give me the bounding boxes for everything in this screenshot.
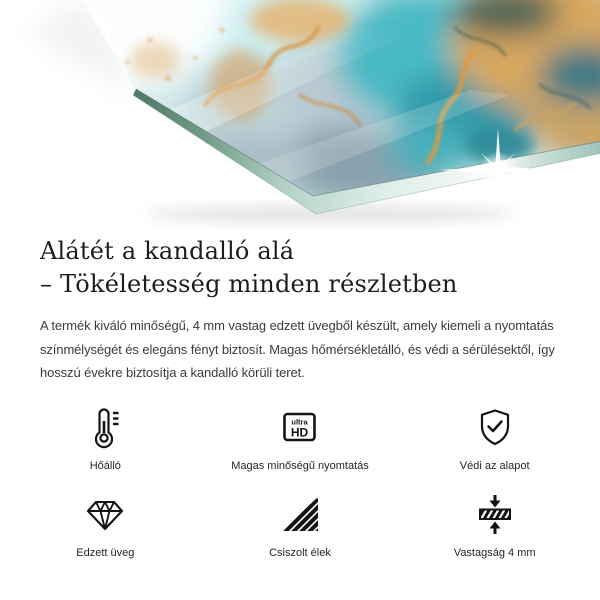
product-description [40,314,560,385]
page-title [40,235,560,301]
description-line: A termék kiváló minőségű, 4 mm vastag edzett üvegből készült, amely kiemeli a nyomtatás [40,318,554,333]
feature-print-quality [203,406,398,472]
page-title-line1: Alátét a kandalló alá [40,237,295,265]
page-title-line2: – Tökéletesség minden részletben [40,270,458,298]
feature-label: Edzett üveg [76,546,135,559]
svg-text:ultra: ultra [291,417,308,426]
diamond-icon [83,493,127,537]
svg-text:HD: HD [290,425,309,439]
thermometer-icon [83,406,127,450]
description-line: hosszú évekre biztosítja a kandalló körüli teret. [40,365,305,380]
feature-label: Magas minőségű nyomtatás [231,459,369,472]
feature-heat-resistant [8,406,203,472]
feature-protects-base [397,406,592,472]
polished-edges-icon [278,493,322,537]
feature-polished-edges [203,493,398,559]
feature-label: Csiszolt élek [269,546,331,559]
shield-check-icon [473,406,517,450]
thickness-icon [473,493,517,537]
feature-label: Vastagság 4 mm [453,546,536,559]
ultra-hd-icon [278,406,322,450]
feature-label: Hőálló [89,459,121,472]
glass-panel-art [0,0,600,230]
description-line: színmélységét és elegáns fényt biztosít. Magas hőmérsékletálló, és védi a sérülésektől, így [40,341,555,357]
product-hero-image [0,0,600,230]
feature-thickness [397,493,592,559]
feature-grid [8,406,592,559]
feature-tempered-glass [8,493,203,559]
feature-label: Védi az alapot [459,459,530,472]
